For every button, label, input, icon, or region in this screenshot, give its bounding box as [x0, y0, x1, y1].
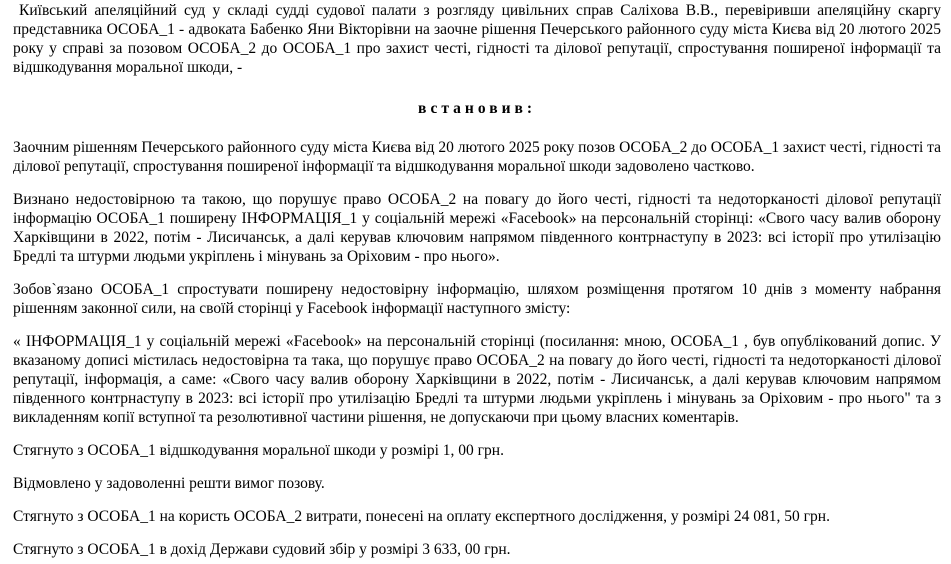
paragraph-refutation-text: « ІНФОРМАЦІЯ_1 у соціальній мережі «Facebook» на персональній сторінці (посилання: мною, ОСОБА_1 , був опублікований допис. У вказаному дописі містилась недостовірна та така, що порушує право ОСОБА_2 на повагу до його честі, гідності та недоторканості ділової репутації, інформація, а саме: «Свого часу валив оборону Харківщини в 2022, потім - Лисичанськ, а далі керував ключовим напрямом південного контрнаступу в 2023: всі історії про утилізацію Бредлі та штурми людьми укріплень і мінувань за Оріховим - про нього" та з викладенням копії вступної та резолютивної частини рішення, не допускаючи при цьому власних коментарів. [13, 333, 941, 426]
section-heading: встановив: [417, 100, 537, 117]
paragraph-court-fee: Стягнуто з ОСОБА_1 в дохід Держави судовий збір у розмірі 3 633, 00 грн. [13, 541, 511, 558]
paragraph-moral-damage: Стягнуто з ОСОБА_1 відшкодування моральної шкоди у розмірі 1, 00 грн. [13, 442, 504, 459]
paragraph-obligation: Зобов`язано ОСОБА_1 спростувати поширену недостовірну інформацію, шляхом розміщення протягом 10 днів з моменту набрання рішенням законної сили, на своїй сторінці у Facebook інформації наступного змісту: [13, 281, 941, 317]
paragraph-refused: Відмовлено у задоволенні решти вимог позову. [13, 475, 325, 492]
intro-paragraph: Київський апеляційний суд у складі судді судової палати з розгляду цивільних справ Саліхова В.В., перевіривши апеляційну скаргу представника ОСОБА_1 - адвоката Бабенко Яни Вікторівни на заочне рішення Печерського районного суду міста Києва від 20 лютого 2025 року у справі за позовом ОСОБА_2 до ОСОБА_1 про захист честі, гідності та ділової репутації, спростування поширеної інформації та відшкодування моральної шкоди, - [13, 2, 941, 76]
paragraph-decision: Заочним рішенням Печерського районного суду міста Києва від 20 лютого 2025 року позов ОСОБА_2 до ОСОБА_1 захист честі, гідності та ділової репутації, спростування поширеної інформації та відшкодування моральної шкоди задоволено частково. [13, 139, 941, 175]
paragraph-recognized-false: Визнано недостовірною та такою, що порушує право ОСОБА_2 на повагу до його честі, гідності та недоторканості ділової репутації інформацію ОСОБА_1 поширену ІНФОРМАЦІЯ_1 у соціальній мережі «Facebook» на персональній сторінці: «Свого часу валив оборону Харківщини в 2022, потім - Лисичанськ, а далі керував ключовим напрямом південного контрнаступу в 2023: всі історії про утилізацію Бредлі та штурми людьми укріплень і мінувань за Оріховим - про нього». [13, 191, 941, 265]
paragraph-expert-costs: Стягнуто з ОСОБА_1 на користь ОСОБА_2 витрати, понесені на оплату експертного дослідження, у розмірі 24 081, 50 грн. [13, 508, 830, 525]
